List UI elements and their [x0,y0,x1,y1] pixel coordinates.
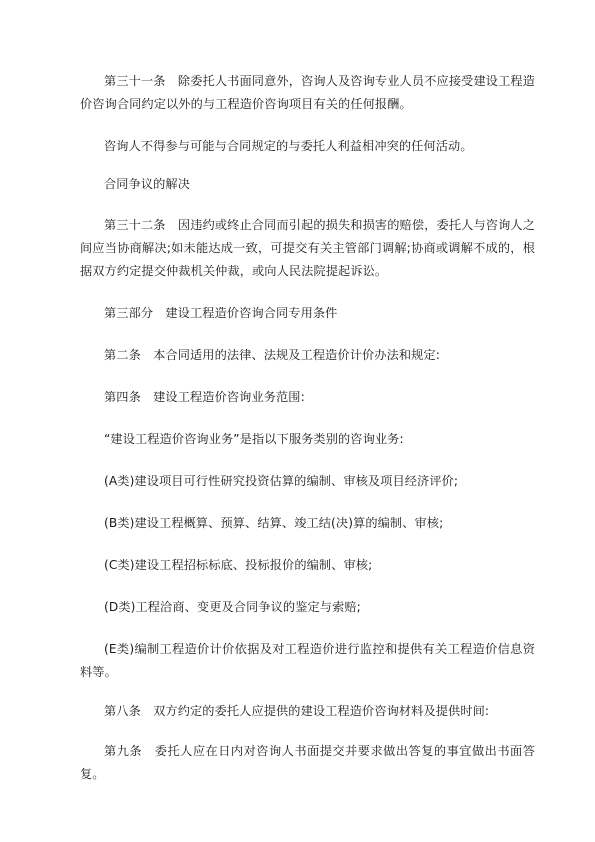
no-conflict-clause: 咨询人不得参与可能与合同规定的与委托人利益相冲突的任何活动。 [104,139,473,153]
service-class-e: (E类)编制工程造价计价依据及对工程造价进行监控和提供有关工程造价信息资料等。 [80,642,535,679]
service-class-a: (A类)建设项目可行性研究投资估算的编制、审核及项目经济评价; [104,474,459,488]
part-three-heading: 第三部分 建设工程造价咨询合同专用条件 [104,306,338,320]
service-class-c: (C类)建设工程招标标底、投标报价的编制、审核; [104,558,373,572]
clause-31: 第三十一条 除委托人书面同意外，咨询人及咨询专业人员不应接受建设工程造价咨询合同约定以外的与工程造价咨询项目有关的任何报酬。 [80,74,535,111]
clause-9: 第九条 委托人应在日内对咨询人书面提交并要求做出答复的事宜做出书面答复。 [80,744,535,781]
service-class-b: (B类)建设工程概算、预算、结算、竣工结(决)算的编制、审核; [104,516,444,530]
section-heading-dispute: 合同争议的解决 [104,177,191,191]
clause-32: 第三十二条 因违约或终止合同而引起的损失和损害的赔偿，委托人与咨询人之间应当协商解决;如未能达成一致，可提交有关主管部门调解;协商或调解不成的，根据双方约定提交仲裁机关仲裁，或向人民法院提起诉讼。 [80,218,535,278]
clause-8: 第八条 双方约定的委托人应提供的建设工程造价咨询材料及提供时间: [104,704,490,718]
service-definition: “建设工程造价咨询业务”是指以下服务类别的咨询业务: [104,432,404,446]
clause-4: 第四条 建设工程造价咨询业务范围: [104,390,305,404]
clause-2: 第二条 本合同适用的法律、法规及工程造价计价办法和规定: [104,348,440,362]
service-class-d: (D类)工程洽商、变更及合同争议的鉴定与索赔; [104,600,361,614]
